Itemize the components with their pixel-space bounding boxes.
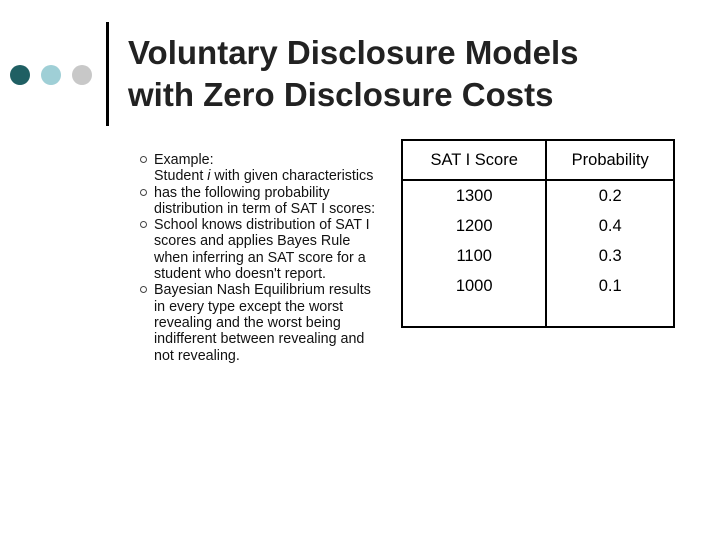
probability-cell: 0.1 (598, 277, 622, 295)
probability-cell: 0.4 (598, 217, 622, 235)
bullet-ring-icon (140, 286, 147, 293)
probability-column (546, 180, 674, 327)
bullet-item (140, 152, 380, 168)
score-column (402, 180, 546, 327)
bullet-ring-icon (140, 189, 147, 196)
header-sat-score: SAT I Score (402, 140, 546, 180)
probability-cell: 0.3 (598, 247, 622, 265)
score-cell: 1200 (455, 217, 493, 235)
dot-light-teal (41, 65, 61, 85)
bullet-item (140, 168, 380, 217)
score-cell: 1100 (456, 247, 492, 265)
slide-title (128, 32, 708, 116)
probability-cell: 0.2 (598, 187, 622, 205)
bullet-ring-icon (140, 221, 147, 228)
score-cell: 1300 (455, 187, 493, 205)
bullet-text: Bayesian Nash Equilibrium results in every type except the worst revealing and the worst being indifferent between revealing and not revealing. (154, 282, 371, 364)
dot-gray (72, 65, 92, 85)
header-probability: Probability (546, 140, 674, 180)
title-divider (106, 22, 109, 126)
score-cell: 1000 (455, 277, 493, 295)
bullet-ring-icon (140, 156, 147, 163)
bullet-item (140, 282, 380, 363)
bullet-list (140, 152, 380, 364)
bullet-text: Example: (154, 152, 214, 168)
bullet-text: School knows distribution of SAT I scores and applies Bayes Rule when inferring an SAT score for a student who doesn't report. (154, 217, 370, 283)
title-line-2: with Zero Disclosure Costs (128, 76, 554, 113)
title-line-1: Voluntary Disclosure Models (128, 34, 579, 71)
dot-dark-teal (10, 65, 30, 85)
sat-probability-table (401, 139, 675, 328)
bullet-text: Student i with given characteristics has the following probability distribution in term of SAT I scores: (154, 168, 376, 217)
bullet-item (140, 217, 380, 282)
table-row (402, 180, 674, 327)
